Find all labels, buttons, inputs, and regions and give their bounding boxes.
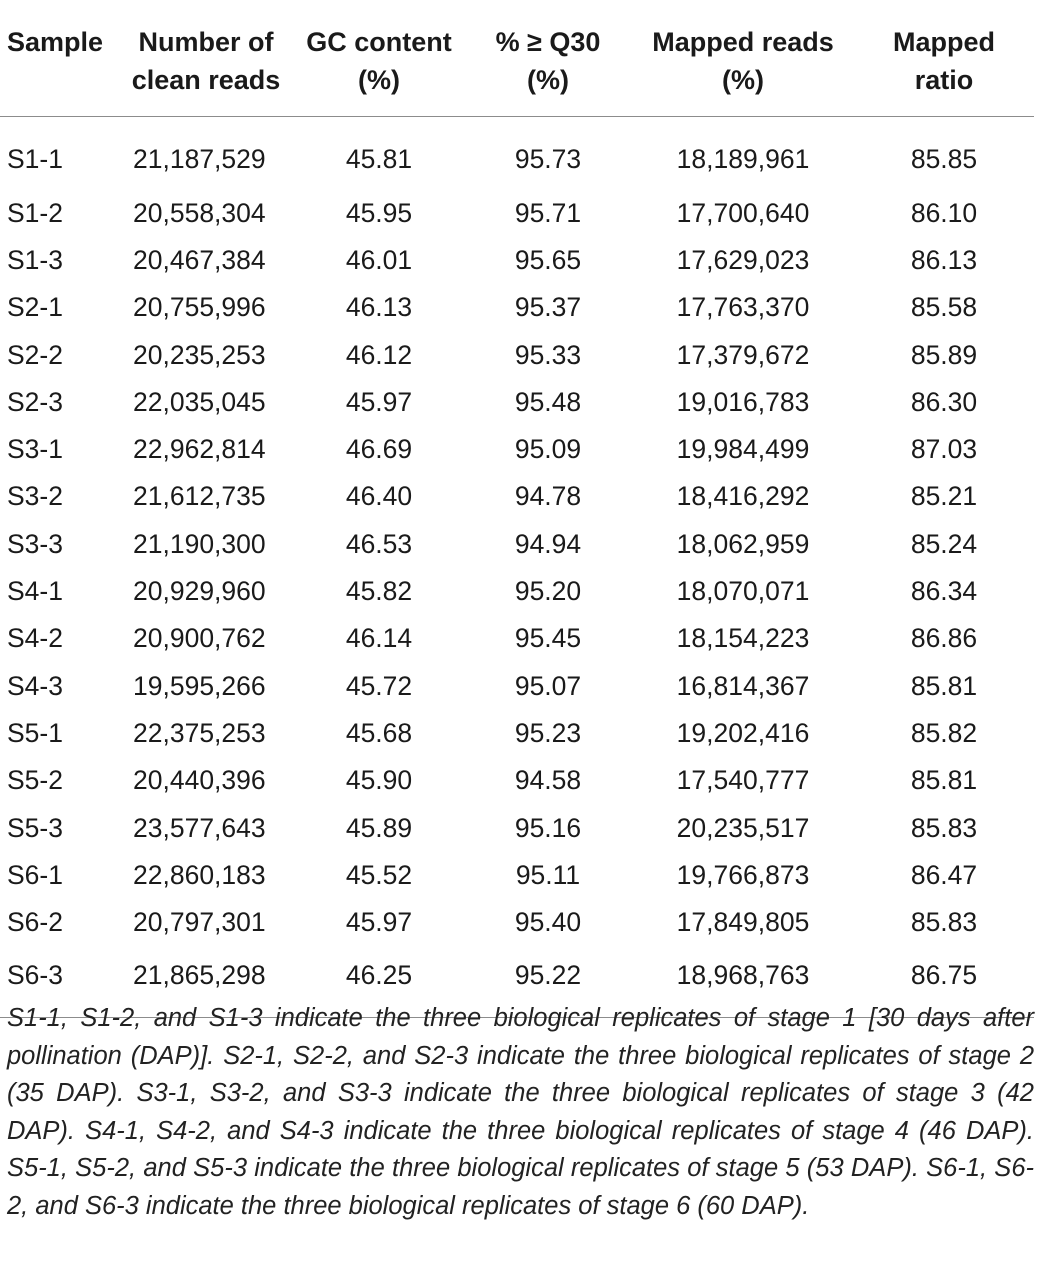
cell-clean-reads: 22,962,814 bbox=[133, 434, 266, 465]
header-mapped-ratio bbox=[854, 0, 1034, 116]
cell-clean-reads: 20,235,253 bbox=[133, 339, 266, 370]
header-clean-reads-line2: clean reads bbox=[131, 65, 281, 95]
cell-q30: 95.07 bbox=[514, 670, 582, 701]
header-clean-reads-line1: Number of bbox=[138, 27, 274, 57]
cell-mapped-reads: 18,062,959 bbox=[676, 528, 810, 559]
header-gc-content bbox=[294, 0, 464, 116]
cell-gc-content: 45.68 bbox=[345, 717, 413, 748]
cell-mapped-ratio: 85.82 bbox=[910, 717, 978, 748]
cell-sample: S4-1 bbox=[7, 576, 63, 607]
cell-sample: S5-2 bbox=[7, 765, 63, 796]
cell-q30: 95.45 bbox=[514, 623, 582, 654]
cell-gc-content: 46.25 bbox=[294, 946, 464, 1018]
cell-q30: 94.94 bbox=[514, 528, 582, 559]
table-row bbox=[0, 899, 1034, 946]
table-row bbox=[0, 190, 1034, 237]
cell-mapped-reads: 16,814,367 bbox=[676, 670, 810, 701]
cell-sample: S2-1 bbox=[7, 292, 63, 323]
cell-sample: S4-2 bbox=[7, 623, 63, 654]
cell-q30: 95.20 bbox=[514, 576, 582, 607]
cell-mapped-ratio: 85.24 bbox=[910, 528, 978, 559]
table-row bbox=[0, 568, 1034, 615]
cell-clean-reads: 20,467,384 bbox=[133, 244, 266, 275]
cell-mapped-ratio: 85.81 bbox=[910, 670, 978, 701]
table-row bbox=[0, 804, 1034, 851]
cell-mapped-ratio: 85.83 bbox=[910, 812, 978, 843]
cell-gc-content: 45.82 bbox=[345, 576, 413, 607]
cell-q30: 95.16 bbox=[514, 812, 582, 843]
cell-gc-content: 45.72 bbox=[345, 670, 413, 701]
cell-sample: S3-3 bbox=[7, 528, 63, 559]
cell-mapped-ratio: 85.21 bbox=[910, 481, 978, 512]
cell-sample: S3-2 bbox=[7, 481, 63, 512]
cell-gc-content: 45.52 bbox=[345, 859, 413, 890]
table-body bbox=[0, 116, 1034, 1018]
cell-mapped-reads: 17,379,672 bbox=[676, 339, 810, 370]
header-mapped-ratio-line1: Mapped bbox=[892, 27, 995, 57]
header-mapped-reads-line2: (%) bbox=[722, 65, 764, 95]
cell-q30: 95.33 bbox=[514, 339, 582, 370]
cell-mapped-ratio: 85.81 bbox=[910, 765, 978, 796]
cell-mapped-reads: 18,416,292 bbox=[676, 481, 810, 512]
cell-mapped-ratio: 86.34 bbox=[910, 576, 978, 607]
cell-q30: 95.71 bbox=[514, 197, 582, 228]
cell-gc-content: 46.12 bbox=[345, 339, 413, 370]
header-q30-line2: (%) bbox=[527, 65, 569, 95]
table-row bbox=[0, 662, 1034, 709]
table-row bbox=[0, 284, 1034, 331]
cell-sample: S5-3 bbox=[7, 812, 63, 843]
cell-mapped-reads: 19,016,783 bbox=[676, 386, 810, 417]
cell-q30: 95.09 bbox=[514, 434, 582, 465]
header-sample bbox=[0, 0, 118, 116]
cell-q30: 94.58 bbox=[514, 765, 582, 796]
cell-clean-reads: 23,577,643 bbox=[133, 812, 266, 843]
table-row bbox=[0, 757, 1034, 804]
cell-gc-content: 45.89 bbox=[345, 812, 413, 843]
cell-clean-reads: 20,900,762 bbox=[133, 623, 266, 654]
cell-q30: 95.40 bbox=[514, 907, 582, 938]
cell-clean-reads: 21,865,298 bbox=[118, 946, 294, 1018]
cell-mapped-reads: 17,763,370 bbox=[676, 292, 810, 323]
cell-sample: S2-3 bbox=[7, 386, 63, 417]
cell-gc-content: 45.97 bbox=[345, 386, 413, 417]
cell-clean-reads: 20,558,304 bbox=[133, 197, 266, 228]
cell-mapped-ratio: 87.03 bbox=[910, 434, 978, 465]
cell-mapped-reads: 18,189,961 bbox=[676, 144, 810, 174]
cell-gc-content: 45.81 bbox=[345, 144, 413, 174]
cell-clean-reads: 21,612,735 bbox=[133, 481, 266, 512]
cell-sample: S3-1 bbox=[7, 434, 63, 465]
cell-mapped-reads: 18,070,071 bbox=[676, 576, 810, 607]
cell-clean-reads: 20,929,960 bbox=[133, 576, 266, 607]
cell-mapped-reads: 17,629,023 bbox=[676, 244, 810, 275]
cell-q30: 95.65 bbox=[514, 244, 582, 275]
header-mapped-reads bbox=[632, 0, 854, 116]
cell-clean-reads: 19,595,266 bbox=[133, 670, 266, 701]
header-q30 bbox=[464, 0, 632, 116]
cell-mapped-reads: 17,540,777 bbox=[676, 765, 810, 796]
cell-q30: 95.73 bbox=[514, 144, 582, 174]
table-row bbox=[0, 852, 1034, 899]
table-row bbox=[0, 521, 1034, 568]
table-footnote: S1-1, S1-2, and S1-3 indicate the three biological replicates of stage 1 [30 days after pollination (DAP)]. S2-1, S2-2, and S2-3 indicate the three biological replicates of stage 2 (35 DAP). S3-1, S3-2, and S3-3 indicate the three biological replicates of stage 3 (42 DAP). S4-1, S4-2, and S4-3 indicate the three biological replicates of stage 4 (46 DAP). S5-1, S5-2, and S5-3 indicate the three biological replicates of stage 5 (53 DAP). S6-1, S6-2, and S6-3 indicate the three biological replicates of stage 6 (60 DAP). bbox=[7, 1004, 1034, 1220]
cell-sample: S1-2 bbox=[7, 197, 63, 228]
cell-clean-reads: 22,375,253 bbox=[133, 717, 266, 748]
cell-mapped-reads: 18,154,223 bbox=[676, 623, 810, 654]
cell-gc-content: 46.14 bbox=[345, 623, 413, 654]
cell-mapped-ratio: 86.86 bbox=[910, 623, 978, 654]
table-row bbox=[0, 331, 1034, 378]
cell-sample: S5-1 bbox=[7, 717, 63, 748]
cell-mapped-ratio: 86.30 bbox=[910, 386, 978, 417]
header-gc-content-line1: GC content bbox=[306, 27, 452, 57]
header-q30-line1: % ≥ Q30 bbox=[495, 27, 601, 57]
cell-mapped-reads: 20,235,517 bbox=[676, 812, 810, 843]
header-gc-content-line2: (%) bbox=[358, 65, 400, 95]
cell-clean-reads: 22,035,045 bbox=[133, 386, 266, 417]
table-row bbox=[0, 237, 1034, 284]
table-row bbox=[0, 116, 1034, 190]
table-header bbox=[0, 0, 1034, 116]
cell-clean-reads: 20,797,301 bbox=[133, 907, 266, 938]
cell-sample: S4-3 bbox=[7, 670, 63, 701]
cell-sample: S6-3 bbox=[0, 946, 118, 1018]
table-row bbox=[0, 615, 1034, 662]
cell-gc-content: 46.01 bbox=[345, 244, 413, 275]
cell-clean-reads: 22,860,183 bbox=[133, 859, 266, 890]
cell-sample: S6-2 bbox=[7, 907, 63, 938]
cell-sample: S1-1 bbox=[7, 144, 63, 174]
cell-gc-content: 46.53 bbox=[345, 528, 413, 559]
cell-mapped-ratio: 85.89 bbox=[910, 339, 978, 370]
cell-mapped-reads: 17,849,805 bbox=[676, 907, 810, 938]
cell-mapped-ratio: 86.13 bbox=[910, 244, 978, 275]
cell-mapped-ratio: 85.85 bbox=[910, 144, 978, 174]
cell-mapped-ratio: 86.75 bbox=[854, 946, 1034, 1018]
cell-mapped-ratio: 85.58 bbox=[910, 292, 978, 323]
table-row bbox=[0, 710, 1034, 757]
cell-clean-reads: 21,190,300 bbox=[133, 528, 266, 559]
cell-mapped-reads: 19,766,873 bbox=[676, 859, 810, 890]
cell-mapped-reads: 17,700,640 bbox=[676, 197, 810, 228]
cell-sample: S6-1 bbox=[7, 859, 63, 890]
header-mapped-reads-line1: Mapped reads bbox=[652, 27, 834, 57]
cell-mapped-reads: 18,968,763 bbox=[632, 946, 854, 1018]
cell-q30: 95.23 bbox=[514, 717, 582, 748]
cell-sample: S1-3 bbox=[7, 244, 63, 275]
table-row bbox=[0, 379, 1034, 426]
cell-mapped-ratio: 86.47 bbox=[910, 859, 978, 890]
cell-gc-content: 46.13 bbox=[345, 292, 413, 323]
cell-mapped-ratio: 85.83 bbox=[910, 907, 978, 938]
header-clean-reads bbox=[118, 0, 294, 116]
cell-q30: 95.22 bbox=[464, 946, 632, 1018]
cell-mapped-ratio: 86.10 bbox=[910, 197, 978, 228]
table-row bbox=[0, 426, 1034, 473]
cell-gc-content: 46.40 bbox=[345, 481, 413, 512]
cell-mapped-reads: 19,202,416 bbox=[676, 717, 810, 748]
cell-gc-content: 45.97 bbox=[345, 907, 413, 938]
header-mapped-ratio-line2: ratio bbox=[914, 65, 974, 95]
cell-q30: 95.37 bbox=[514, 292, 582, 323]
header-sample-line1: Sample bbox=[7, 27, 104, 57]
cell-gc-content: 46.69 bbox=[345, 434, 413, 465]
cell-q30: 95.11 bbox=[515, 859, 581, 890]
cell-q30: 95.48 bbox=[514, 386, 582, 417]
cell-clean-reads: 21,187,529 bbox=[133, 144, 266, 174]
cell-clean-reads: 20,755,996 bbox=[133, 292, 266, 323]
cell-mapped-reads: 19,984,499 bbox=[676, 434, 810, 465]
cell-q30: 94.78 bbox=[514, 481, 582, 512]
cell-gc-content: 45.95 bbox=[345, 197, 413, 228]
cell-gc-content: 45.90 bbox=[345, 765, 413, 796]
header-row bbox=[0, 0, 1034, 116]
cell-clean-reads: 20,440,396 bbox=[133, 765, 266, 796]
table-row bbox=[0, 473, 1034, 520]
cell-sample: S2-2 bbox=[7, 339, 63, 370]
